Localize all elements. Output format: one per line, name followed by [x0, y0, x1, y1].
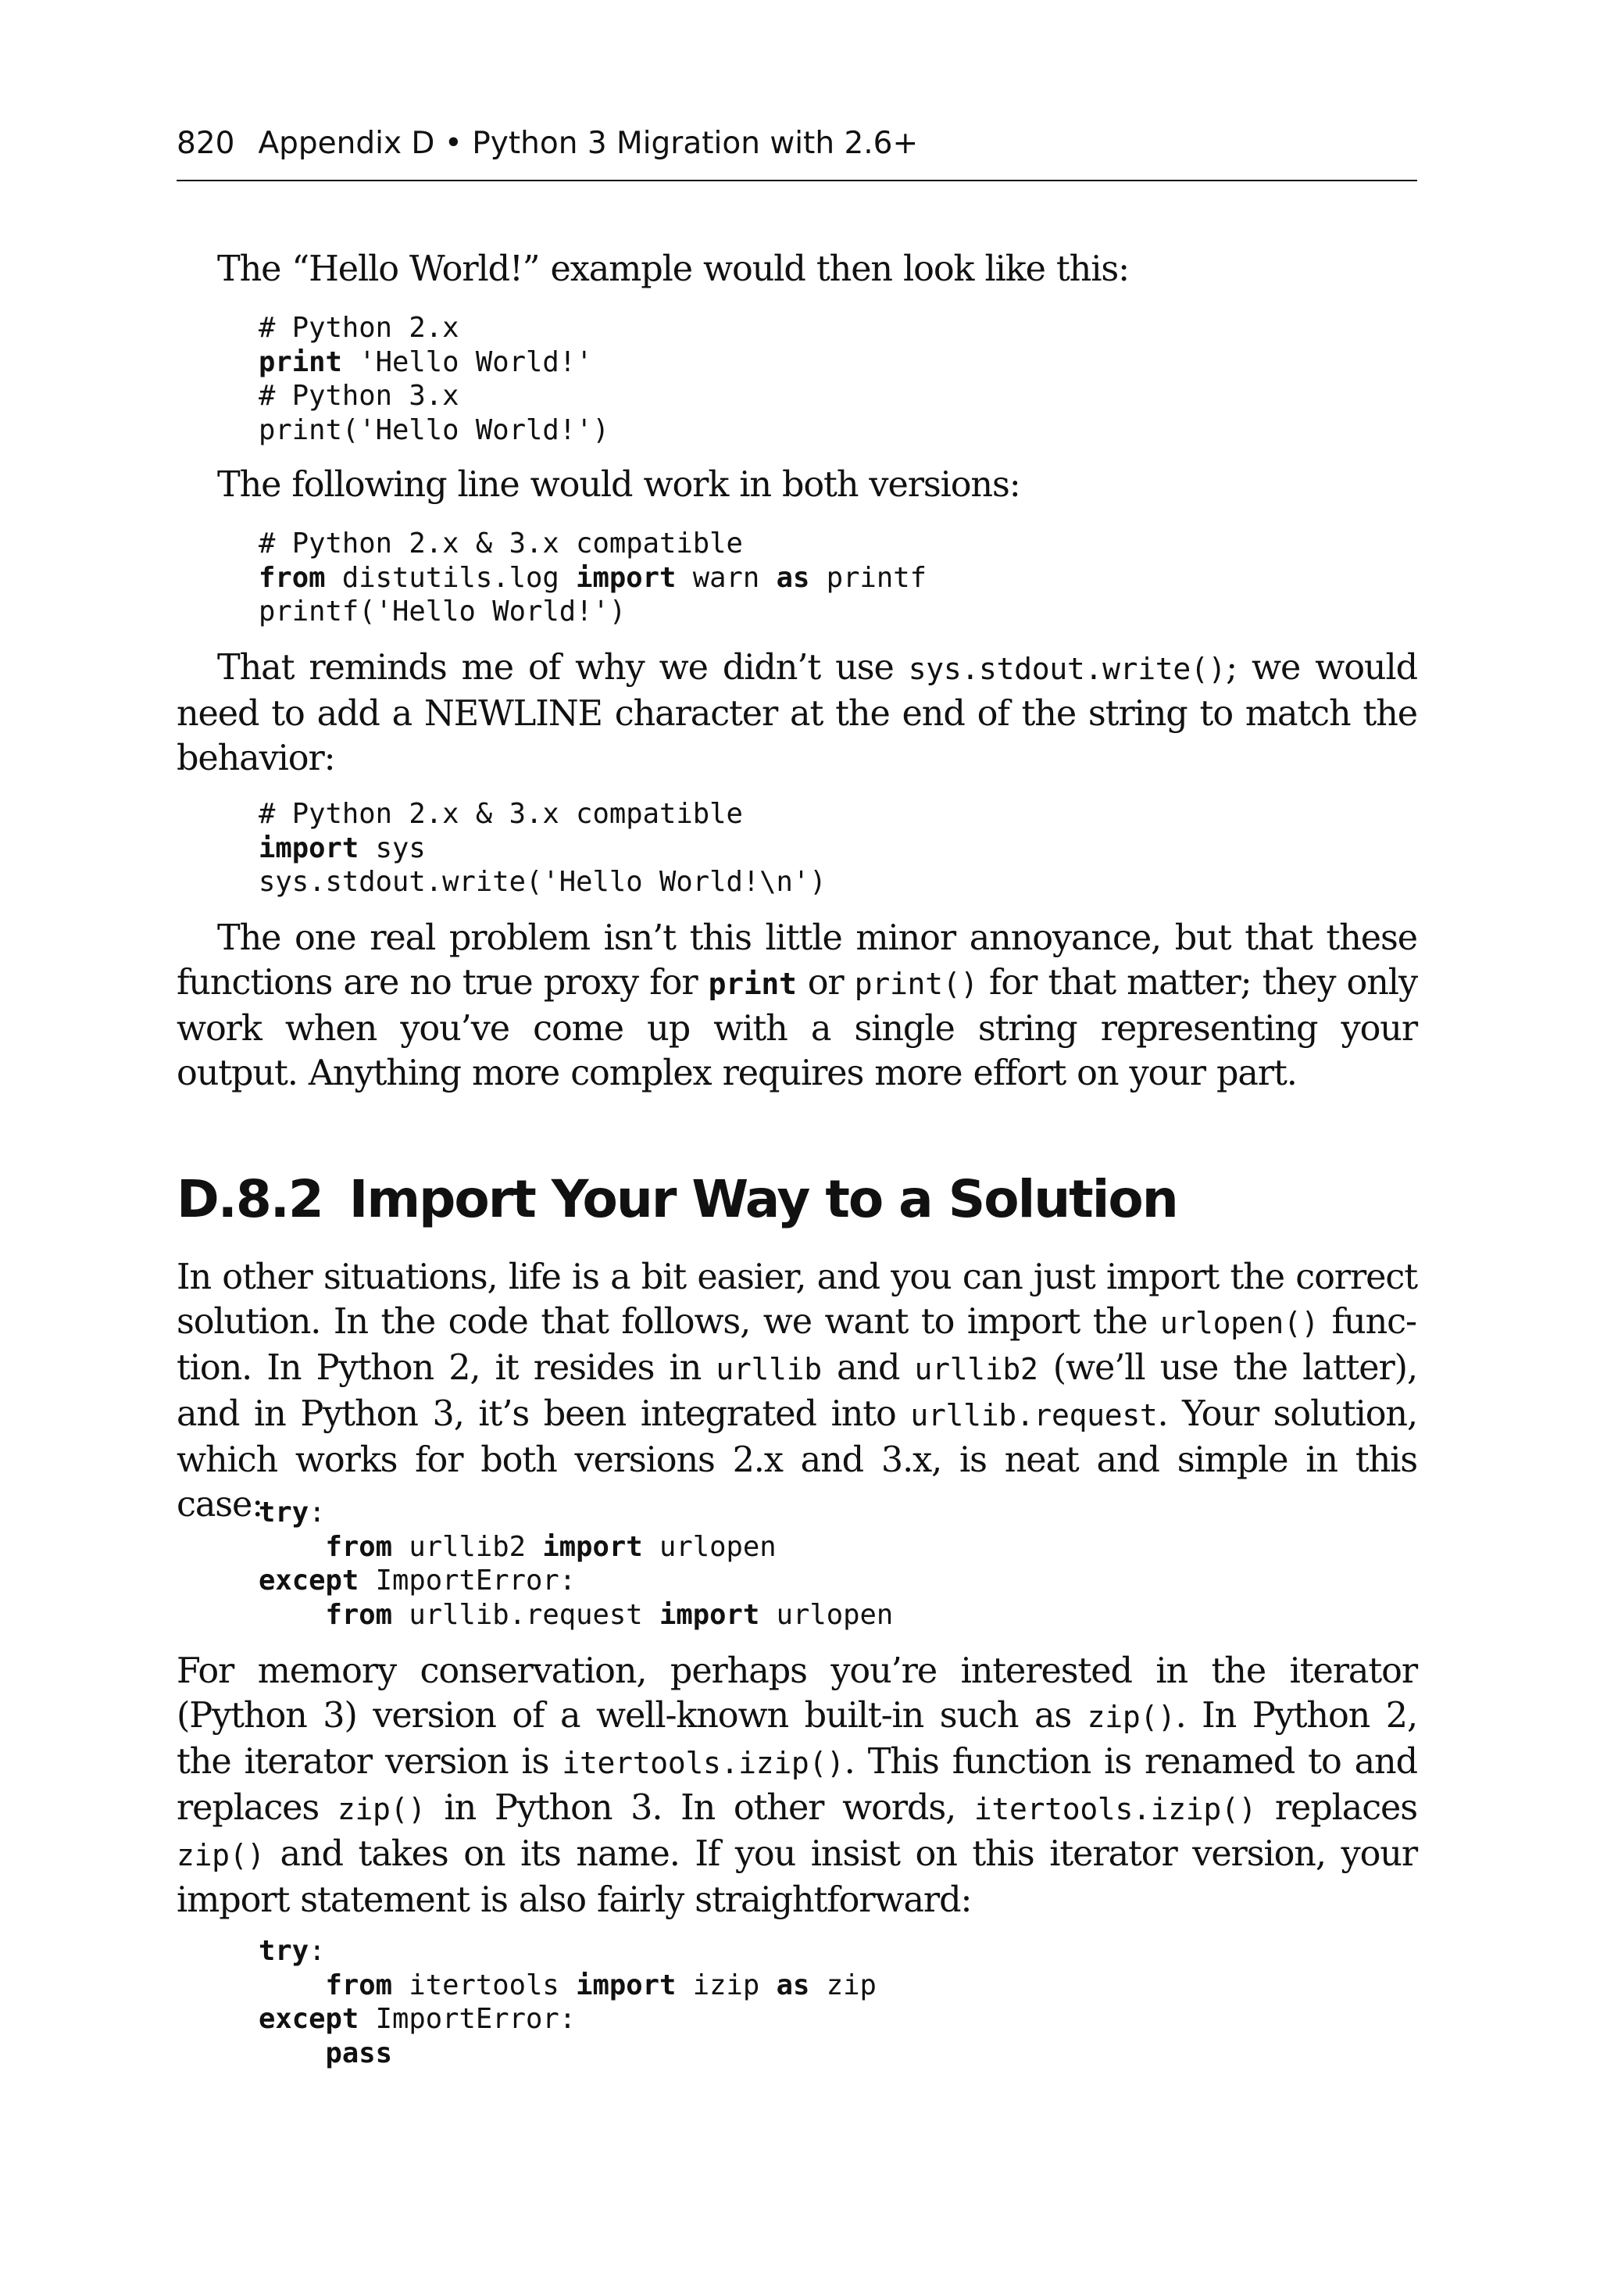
code-text: urllib2: [392, 1530, 543, 1563]
paragraph-stdout-write: [177, 646, 1417, 781]
code-text: itertools: [392, 1969, 577, 2001]
code-text: urlopen: [642, 1530, 777, 1563]
paragraph-memory-conservation: [177, 1649, 1417, 1922]
inline-code: urlopen(): [1159, 1306, 1320, 1340]
text-run: (we’ll use the latter), and in Python 3, it’s been integrated into: [177, 1348, 1417, 1434]
inline-code: sys.stdout.write(): [908, 652, 1227, 686]
text-run: . Your solution, which works for both versions 2.x and 3.x, is neat and simple in this case:: [177, 1394, 1417, 1525]
code-keyword: as: [776, 561, 810, 594]
code-keyword: from: [325, 1530, 392, 1563]
code-keyword: except: [259, 2003, 359, 2035]
code-block-sys-stdout: [259, 797, 827, 899]
code-block-izip: [259, 1934, 877, 2070]
text-run: . In Python 2, the iterator version is: [177, 1696, 1417, 1782]
text-run: . This function is renamed to and replaces: [177, 1742, 1418, 1828]
inline-code: zip(): [177, 1838, 265, 1872]
text-run: and takes on its name. If you insist on this iterator version, your import statement is also fairly straightforward:: [177, 1834, 1417, 1920]
code-text: urlopen: [759, 1598, 894, 1631]
code-line: # Python 3.x: [259, 380, 459, 412]
code-keyword: import: [659, 1598, 760, 1631]
code-text: ImportError:: [359, 1565, 577, 1597]
text-run: ; we would need to add a NEWLINE character at the end of the string to match the behavior:: [177, 648, 1418, 778]
inline-code: urllib: [716, 1352, 822, 1386]
inline-code: print(): [854, 967, 978, 1001]
code-keyword: from: [325, 1598, 392, 1631]
code-line: printf('Hello World!'): [259, 595, 627, 628]
paragraph-text: [177, 1255, 1417, 1527]
inline-code: zip(): [337, 1792, 426, 1826]
section-heading: [177, 1168, 1177, 1231]
code-text: ImportError:: [359, 2003, 577, 2035]
code-line: sys.stdout.write('Hello World!\n'): [259, 866, 827, 898]
paragraph-text: [177, 1649, 1417, 1922]
inline-code: itertools.izip(): [562, 1746, 845, 1780]
code-block-printf: [259, 527, 927, 629]
code-text: :: [309, 1935, 326, 1967]
code-keyword: import: [259, 831, 359, 864]
paragraph-text: The “Hello World!” example would then look like this:: [217, 249, 1129, 289]
text-run: in Python 3. In other words,: [425, 1788, 974, 1828]
code-line: # Python 2.x & 3.x compatible: [259, 528, 743, 560]
code-block-urlopen: [259, 1496, 893, 1632]
paragraph-other-situations: [177, 1255, 1417, 1527]
text-run: In other situations, life is a bit easier, and you can just import the correct solution. In the code that follows, we want to import the: [177, 1257, 1417, 1342]
code-keyword: import: [576, 561, 677, 594]
code-text: warn: [676, 561, 777, 594]
code-text: printf: [809, 561, 927, 594]
paragraph-hello-world-intro: [177, 247, 1417, 291]
text-run: and: [821, 1348, 915, 1388]
running-head: [177, 122, 1417, 181]
paragraph-text: [177, 646, 1417, 781]
text-run: function. In Python 2, it resides in: [177, 1302, 1417, 1388]
page-number: 820: [177, 126, 235, 161]
paragraph-both-versions: [177, 463, 1417, 507]
code-keyword: except: [259, 1565, 359, 1597]
text-run: For memory conservation, perhaps you’re interested in the iterator (Python 3) version of a well-known built-in such as: [177, 1651, 1417, 1736]
inline-code: itertools.izip(): [973, 1792, 1257, 1826]
code-keyword: from: [259, 561, 326, 594]
code-text: 'Hello World!': [341, 345, 593, 378]
code-text: :: [309, 1497, 326, 1529]
code-keyword: try: [259, 1497, 309, 1529]
code-keyword: try: [259, 1935, 309, 1967]
text-run: or: [796, 963, 855, 1003]
code-line: print('Hello World!'): [259, 413, 609, 446]
text-run: That reminds me of why we didn’t use: [217, 648, 909, 688]
text-run: The one real problem isn’t this little minor annoyance, but that these functions are no true proxy for: [177, 918, 1417, 1003]
code-keyword: pass: [325, 2037, 392, 2069]
section-number: D.8.2: [177, 1169, 323, 1229]
code-block-hello-world: [259, 311, 609, 447]
inline-code: zip(): [1087, 1700, 1176, 1734]
code-text: zip: [809, 1969, 877, 2001]
code-text: urllib.request: [392, 1598, 659, 1631]
text-run: replaces: [1256, 1788, 1417, 1828]
code-line: # Python 2.x: [259, 312, 459, 344]
code-keyword: from: [325, 1969, 392, 2001]
inline-code: print: [708, 967, 797, 1001]
code-keyword: print: [259, 345, 342, 378]
inline-code: urllib.request: [910, 1398, 1158, 1432]
code-text: sys: [359, 831, 426, 864]
code-text: distutils.log: [325, 561, 577, 594]
inline-code: urllib2: [914, 1352, 1038, 1386]
text-run: for that matter; they only work when you’ve come up with a single string representing your output. Anything more complex requires more effort on your part.: [177, 963, 1417, 1093]
code-line: # Python 2.x & 3.x compatible: [259, 798, 743, 830]
paragraph-real-problem: [177, 916, 1417, 1096]
code-keyword: import: [542, 1530, 643, 1563]
paragraph-text: [177, 916, 1417, 1096]
running-title: Appendix D • Python 3 Migration with 2.6+: [258, 126, 919, 161]
section-title: Import Your Way to a Solution: [348, 1169, 1177, 1229]
code-keyword: import: [576, 1969, 677, 2001]
paragraph-text: The following line would work in both versions:: [217, 465, 1020, 505]
code-text: izip: [676, 1969, 777, 2001]
code-keyword: as: [776, 1969, 810, 2001]
